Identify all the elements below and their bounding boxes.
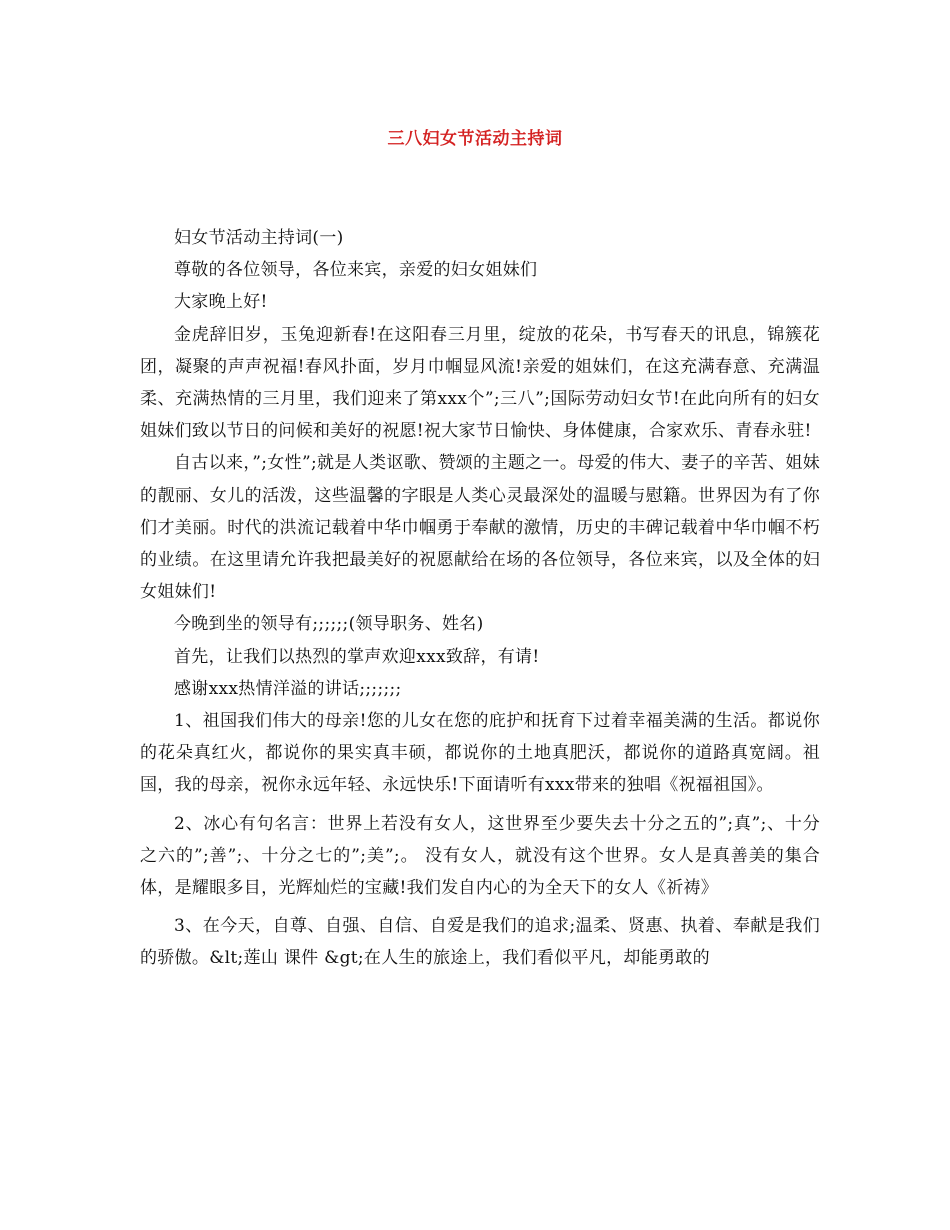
- greeting-line: 尊敬的各位领导，各位来宾，亲爱的妇女姐妹们: [174, 260, 538, 281]
- section-heading: 妇女节活动主持词(一): [174, 228, 344, 248]
- body-paragraph: 金虎辞旧岁，玉兔迎新春!在这阳春三月里，绽放的花朵，书写春天的讯息，锦簇花团，凝聚的声声祝福!春风扑面，岁月巾帼显风流!亲爱的姐妹们，在这充满春意、充满温柔、充满热情的三月里，我们迎来了第xxx个”;三八”;国际劳动妇女节!在此向所有的妇女姐妹们致以节日的问候和美好的祝愿!祝大家节日愉快、身体健康，合家欢乐、青春永驻!: [140, 324, 820, 442]
- body-paragraph: 今晚到坐的领导有;;;;;;(领导职务、姓名): [174, 614, 484, 635]
- body-paragraph: 3、在今天，自尊、自强、自信、自爱是我们的追求;温柔、贤惠、执着、奉献是我们的骄傲。&lt;莲山 课件 &gt;在人生的旅途上，我们看似平凡，却能勇敢的: [140, 916, 820, 969]
- document-body: [140, 222, 820, 975]
- document-title: 三八妇女节活动主持词: [387, 129, 563, 149]
- body-paragraph: 自古以来，”;女性”;就是人类讴歌、赞颂的主题之一。母爱的伟大、妻子的辛苦、姐妹的靓丽、女儿的活泼，这些温馨的字眼是人类心灵最深处的温暖与慰籍。世界因为有了你们才美丽。时代的洪流记载着中华巾帼勇于奉献的激情，历史的丰碑记载着中华巾帼不朽的业绩。在这里请允许我把最美好的祝愿献给在场的各位领导，各位来宾，以及全体的妇女姐妹们!: [140, 453, 820, 603]
- greeting-line: 大家晚上好!: [174, 292, 268, 313]
- body-paragraph: 感谢xxx热情洋溢的讲话;;;;;;;: [174, 678, 402, 699]
- body-paragraph: 1、祖国我们伟大的母亲!您的儿女在您的庇护和抚育下过着幸福美满的生活。都说你的花朵真红火，都说你的果实真丰硕，都说你的土地真肥沃，都说你的道路真宽阔。祖国，我的母亲，祝你永远年轻、永远快乐!下面请听有xxx带来的独唱《祝福祖国》。: [140, 711, 820, 796]
- body-paragraph: 首先，让我们以热烈的掌声欢迎xxx致辞，有请!: [174, 646, 540, 667]
- body-paragraph: 2、冰心有句名言：世界上若没有女人，这世界至少要失去十分之五的”;真”;、十分之六的”;善”;、十分之七的”;美”;。 没有女人，就没有这个世界。女人是真善美的集合体，是耀眼多目，光辉灿烂的宝藏!我们发自内心的为全天下的女人《祈祷》: [140, 813, 820, 899]
